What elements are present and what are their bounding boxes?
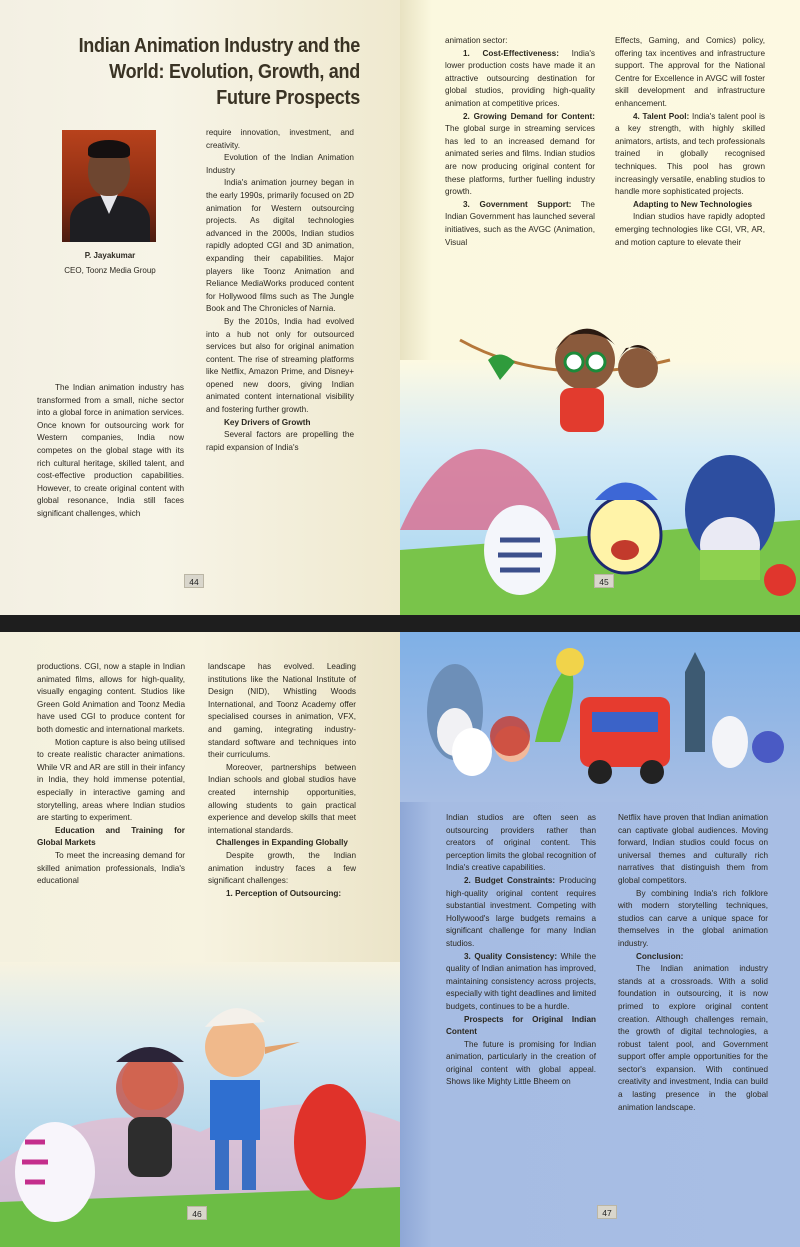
paragraph: landscape has evolved. Leading institutions like the National Institute of Design (NID), Whistling Woods International, and Toonz Academy offer specialised courses in animation, VFX, and gaming, integrating industry-standard software and techniques into their curriculums. xyxy=(208,662,356,760)
paragraph: Netflix have proven that Indian animation can captivate global audiences. Moving forward, Indian studios could focus on universal themes and culturally rich narratives that distinguish them from global competitors. xyxy=(618,813,768,885)
paragraph xyxy=(615,111,765,199)
column-1 xyxy=(37,661,185,888)
column-1 xyxy=(445,35,595,249)
section-heading: Education and Training for Global Markets xyxy=(37,825,185,848)
section-heading: Adapting to New Technologies xyxy=(633,199,753,209)
label: 3. Quality Consistency: xyxy=(464,951,558,961)
cartoon-illustration xyxy=(400,632,800,802)
paragraph: India's animation journey began in the early 1990s, primarily focused on 2D animation for Western outsourcing projects. As digital technologies advanced in the 2000s, Indian studios rapidly adopted CGI and 3D animation, expanding their capabilities. Major players like Toonz Animation and Reliance MediaWorks produced content for Hollywood films such as The Jungle Book and The Chronicles of Narnia. xyxy=(206,178,354,314)
author-photo-hair xyxy=(88,140,130,158)
paragraph: Indian studios have rapidly adopted emerging technologies like CGI, VR, AR, and motion capture to elevate their xyxy=(615,212,765,247)
egg-character xyxy=(589,497,661,573)
truck-window xyxy=(592,712,658,732)
page-number: 47 xyxy=(597,1205,617,1219)
girl-head xyxy=(618,348,658,388)
paragraph: The future is promising for Indian animation, particularly in the creation of original content with global appeal. Shows like Mighty Little Bheem on xyxy=(446,1039,596,1087)
paragraph: Moreover, partnerships between Indian schools and global studios have created internship opportunities, allowing students to gain practical experience and develop skills that meet international standards. xyxy=(208,762,356,835)
list-item: 1. Perception of Outsourcing: xyxy=(226,888,342,898)
paragraph: The Indian animation industry has transformed from a small, niche sector into a global force in animation services. Once known for outsourcing work for Western companies, India now competes on the global stage with its rich cultural heritage, skilled talent, and cost-effective production capabilities. However, to create original content with global resonance, India still faces significant challenges, which xyxy=(37,383,184,518)
column-2 xyxy=(206,127,354,454)
page-47 xyxy=(400,632,800,1247)
label: 2. Growing Demand for Content: xyxy=(463,111,595,121)
text: The Indian Government has launched several initiatives, such as the AVGC (Animation, Visual xyxy=(445,199,595,247)
page-45 xyxy=(400,0,800,615)
pirate-girl-hair xyxy=(116,1054,184,1122)
paragraph: animation sector: xyxy=(445,36,508,45)
glasses-right xyxy=(587,353,605,371)
robot-character xyxy=(752,731,784,763)
page-number: 45 xyxy=(594,574,614,588)
pinocchio-leg xyxy=(242,1140,256,1190)
glasses-left xyxy=(565,353,583,371)
column-1 xyxy=(446,812,596,1089)
text: India's lower production costs have made it an attractive outsourcing destination for global studios, providing high-quality animation at competitive prices. xyxy=(445,48,596,108)
cartoon-illustration xyxy=(0,962,400,1247)
shark-shirt xyxy=(700,550,760,580)
page-separator xyxy=(0,615,800,632)
author-photo xyxy=(62,130,156,242)
paragraph xyxy=(446,951,596,1014)
paragraph xyxy=(445,199,595,249)
column-2 xyxy=(618,812,768,1114)
paragraph: To meet the increasing demand for skilled animation professionals, India's educational xyxy=(37,850,185,886)
girl-hair xyxy=(490,716,530,756)
page-number: 44 xyxy=(184,574,204,588)
red-creature xyxy=(294,1084,366,1200)
text: While the quality of Indian animation has improved, maintaining consistency across projects, especially with tight deadlines and limited budgets, continues to be a hurdle. xyxy=(446,951,597,1011)
cat-character xyxy=(685,652,705,752)
page-46 xyxy=(0,632,400,1247)
pinocchio-leg xyxy=(215,1140,229,1190)
column-2 xyxy=(208,661,356,900)
label: 1. Cost-Effectiveness: xyxy=(463,48,559,58)
unicorn xyxy=(15,1122,95,1222)
cartoon-illustration xyxy=(400,300,800,615)
egg-mouth xyxy=(611,540,639,560)
section-heading: Conclusion: xyxy=(636,951,684,961)
text: India's talent pool is a key strength, with highly skilled animators, artists, and tech professionals trained in globally recognised techniques. This pool has grown increasingly versatile, enabling studios to handle more sophisticated projects. xyxy=(615,111,765,197)
pinocchio-overalls xyxy=(210,1080,260,1140)
section-heading: Prospects for Original Indian Content xyxy=(446,1014,596,1037)
paragraph: By the 2010s, India had evolved into a hub not only for outsourced services but also for original animation content. The rise of streaming platforms like Netflix, Amazon Prime, and Disney+ opened new doors, giving Indian animated content international visibility and fostering further growth. xyxy=(206,316,354,415)
paragraph xyxy=(445,111,595,199)
pirate-girl-dress xyxy=(128,1117,172,1177)
boy-shirt xyxy=(560,388,604,432)
small-shark xyxy=(452,728,492,776)
truck-wheel xyxy=(588,760,612,784)
paragraph: Effects, Gaming, and Comics) policy, offering tax incentives and infrastructure support. The approval for the National Centre for Excellence in AVGC will foster skill development and infrastructure enhancement. xyxy=(615,36,765,108)
paragraph: Motion capture is also being utilised to create realistic character animations. While VR and AR are still in their infancy in India, they hold immense potential, especially in interactive gaming and storytelling, areas where Indian studios are starting to experiment. xyxy=(37,737,185,823)
green-creature-head xyxy=(556,648,584,676)
section-heading: Key Drivers of Growth xyxy=(224,417,311,427)
zebra-small xyxy=(712,716,748,768)
crab xyxy=(764,564,796,596)
label: 3. Government Support: xyxy=(463,199,572,209)
page-44 xyxy=(0,0,400,615)
zebra xyxy=(484,505,556,595)
paragraph: productions. CGI, now a staple in Indian animated films, allows for high-quality, visually engaging content. Studios like Green Gold Animation and Toonz Media have used CGI to produce content for both domestic and international markets. xyxy=(37,662,185,734)
author-name: P. Jayakumar xyxy=(84,251,136,260)
paragraph xyxy=(445,48,595,111)
label: 2. Budget Constraints: xyxy=(464,875,556,885)
author-role: CEO, Toonz Media Group xyxy=(64,266,156,275)
page-number: 46 xyxy=(187,1206,207,1220)
column-2 xyxy=(615,35,765,249)
article-title: Indian Animation Industry and the World: Evolution, Growth, and Future Prospects xyxy=(78,35,360,109)
truck-wheel xyxy=(640,760,664,784)
label: 4. Talent Pool: xyxy=(633,111,690,121)
text: The global surge in streaming services has led to an increased demand for animated series and films. Indian studios are now producing original content for these platforms, further fuelling industry growth. xyxy=(445,124,595,197)
column-intro xyxy=(37,382,184,521)
paragraph: Evolution of the Indian Animation Industry xyxy=(206,153,354,175)
paragraph: The Indian animation industry stands at a crossroads. With a solid foundation in outsourcing, it is now primed to explore original content creation. Although challenges remain, the growth of digital technologies, a robust talent pool, and Government support offer ample opportunities for the sector's expansion. With continued creativity and investment, India can build a lasting presence in the global animation landscape. xyxy=(618,964,768,1112)
paragraph: By combining India's rich folklore with modern storytelling techniques, studios can carve a unique space for themselves in the global animation industry. xyxy=(618,888,768,948)
section-heading: Challenges in Expanding Globally xyxy=(216,838,348,848)
paragraph: Indian studios are often seen as outsourcing providers rather than creators of original content. This perception limits the global recognition of India's creative capabilities. xyxy=(446,813,596,873)
text: Producing high-quality original content requires substantial investment. Competing with Hollywood's large budgets remains a significant challenge for many Indian studios. xyxy=(446,875,596,948)
paragraph: Despite growth, the Indian animation industry faces a few significant challenges: xyxy=(208,850,356,886)
paragraph xyxy=(446,875,596,951)
paragraph: Several factors are propelling the rapid expansion of India's xyxy=(206,430,354,452)
paragraph: require innovation, investment, and creativity. xyxy=(206,128,354,150)
